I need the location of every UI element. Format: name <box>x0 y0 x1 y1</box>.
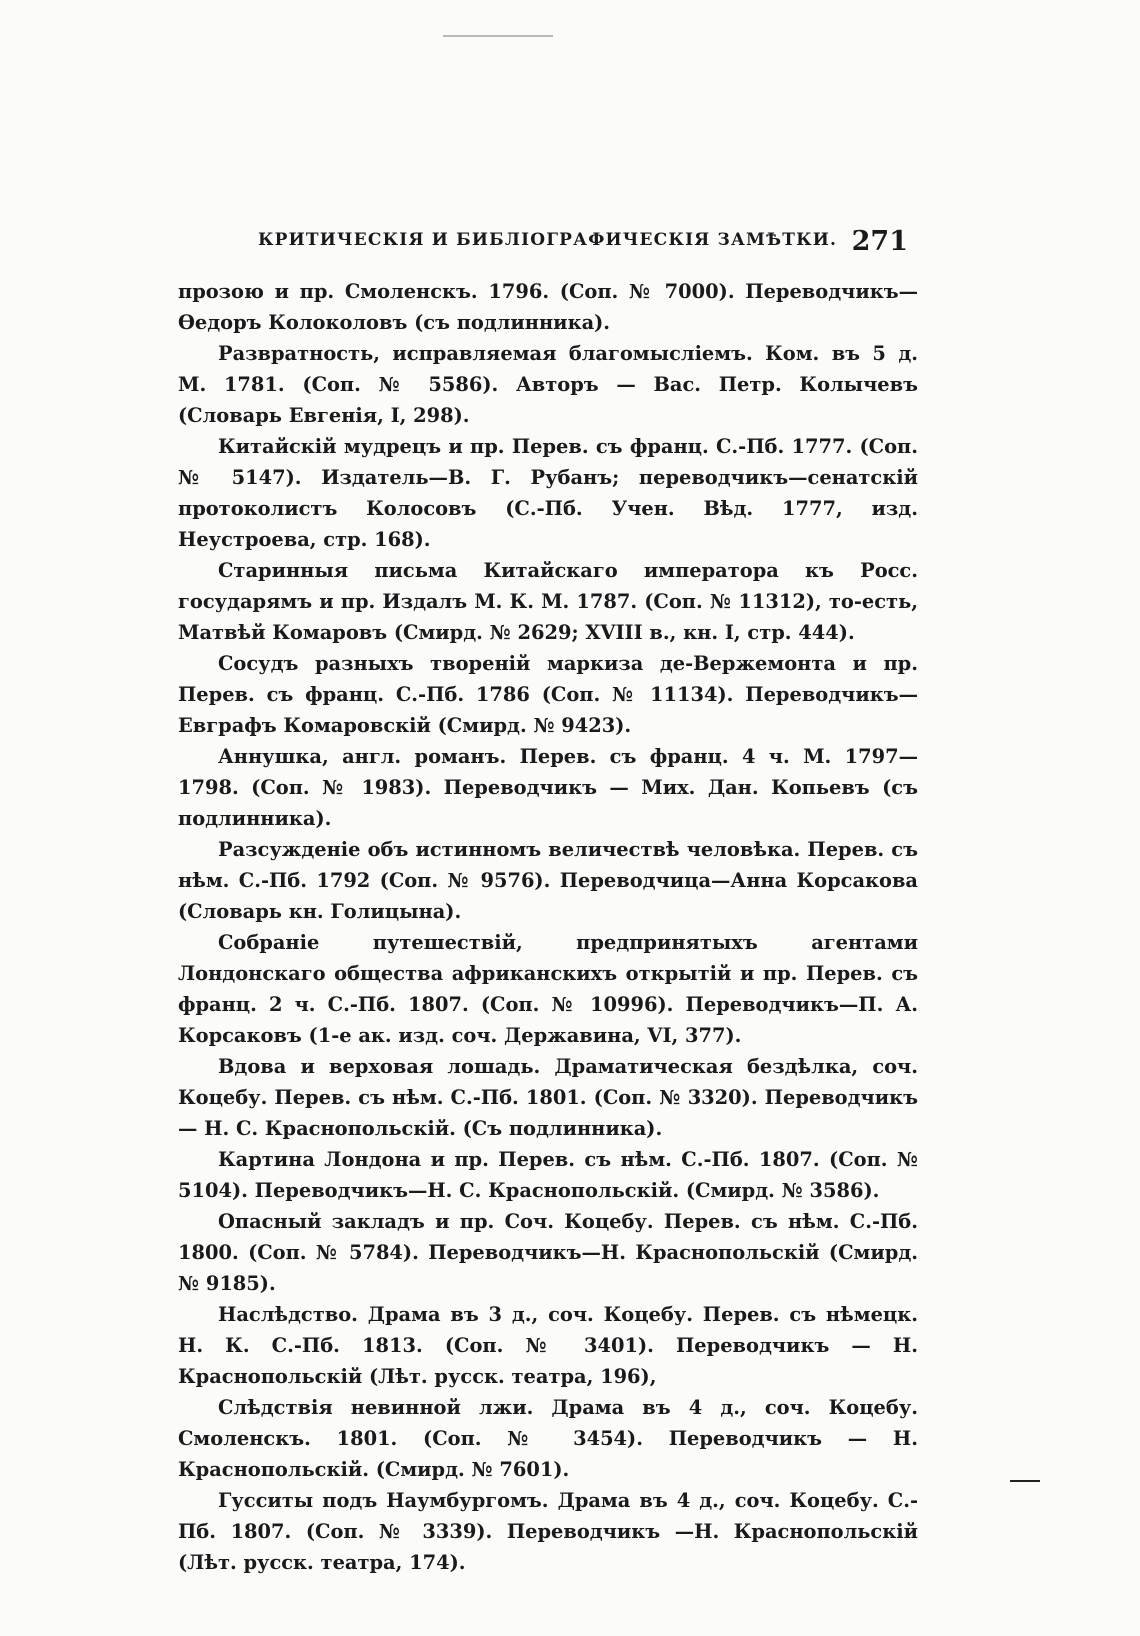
bottom-rule <box>1010 1480 1040 1482</box>
entry-paragraph: Разсужденіе объ истинномъ величествѣ человѣка. Перев. съ нѣм. С.-Пб. 1792 (Соп. № 9576). Переводчица—Анна Корсакова (Словарь кн. Голицына). <box>178 838 918 923</box>
header-title: КРИТИЧЕСКІЯ И БИБЛІОГРАФИЧЕСКІЯ ЗАМѢТКИ. <box>258 230 838 250</box>
text-body <box>178 276 918 1578</box>
entry-paragraph: Вдова и верховая лошадь. Драматическая бездѣлка, соч. Коцебу. Перев. съ нѣм. С.-Пб. 1801. (Соп. № 3320). Переводчикъ — Н. С. Краснопольскій. (Съ подлинника). <box>178 1055 918 1140</box>
entry-paragraph: прозою и пр. Смоленскъ. 1796. (Соп. № 7000). Переводчикъ—Ѳедоръ Колоколовъ (съ подлинника). <box>178 280 918 334</box>
entry-paragraph: Аннушка, англ. романъ. Перев. съ франц. 4 ч. М. 1797—1798. (Соп. № 1983). Переводчикъ — Мих. Дан. Копьевъ (съ подлинника). <box>178 745 918 830</box>
entry-paragraph: Опасный закладъ и пр. Соч. Коцебу. Перев. съ нѣм. С.-Пб. 1800. (Соп. № 5784). Переводчикъ—Н. Краснопольскій (Смирд. № 9185). <box>178 1210 918 1295</box>
entry-paragraph: Слѣдствія невинной лжи. Драма въ 4 д., соч. Коцебу. Смоленскъ. 1801. (Соп. № 3454). Переводчикъ — Н. Краснопольскій. (Смирд. № 7601). <box>178 1396 918 1481</box>
entry-paragraph: Наслѣдство. Драма въ 3 д., соч. Коцебу. Перев. съ нѣмецк. Н. К. С.-Пб. 1813. (Соп. № 3401). Переводчикъ — Н. Краснопольскій (Лѣт. русск. театра, 196), <box>178 1303 918 1388</box>
running-header <box>258 226 908 260</box>
page-number: 271 <box>851 226 908 257</box>
top-rule <box>443 35 553 37</box>
entry-paragraph: Старинныя письма Китайскаго императора къ Росс. государямъ и пр. Издалъ М. К. М. 1787. (Соп. № 11312), то-есть, Матвѣй Комаровъ (Смирд. № 2629; XVIII в., кн. I, стр. 444). <box>178 559 918 644</box>
entry-paragraph: Сосудъ разныхъ твореній маркиза де-Вержемонта и пр. Перев. съ франц. С.-Пб. 1786 (Соп. № 11134). Переводчикъ—Евграфъ Комаровскій (Смирд. № 9423). <box>178 652 918 737</box>
entry-paragraph: Собраніе путешествій, предпринятыхъ агентами Лондонскаго общества африканскихъ открытій и пр. Перев. съ франц. 2 ч. С.-Пб. 1807. (Соп. № 10996). Переводчикъ—П. А. Корсаковъ (1-е ак. изд. соч. Державина, VI, 377). <box>178 931 918 1047</box>
entry-paragraph: Китайскій мудрецъ и пр. Перев. съ франц. С.-Пб. 1777. (Соп. № 5147). Издатель—В. Г. Рубанъ; переводчикъ—сенатскій протоколистъ Колосовъ (С.-Пб. Учен. Вѣд. 1777, изд. Неустроева, стр. 168). <box>178 435 918 551</box>
entry-paragraph: Гусситы подъ Наумбургомъ. Драма въ 4 д., соч. Коцебу. С.-Пб. 1807. (Соп. № 3339). Переводчикъ —Н. Краснопольскій (Лѣт. русск. театра, 174). <box>178 1489 918 1574</box>
entry-paragraph: Картина Лондона и пр. Перев. съ нѣм. С.-Пб. 1807. (Соп. № 5104). Переводчикъ—Н. С. Краснопольскій. (Смирд. № 3586). <box>178 1148 918 1202</box>
entry-paragraph: Развратность, исправляемая благомысліемъ. Ком. въ 5 д. М. 1781. (Соп. № 5586). Авторъ — Вас. Петр. Колычевъ (Словарь Евгенія, I, 298). <box>178 342 918 427</box>
